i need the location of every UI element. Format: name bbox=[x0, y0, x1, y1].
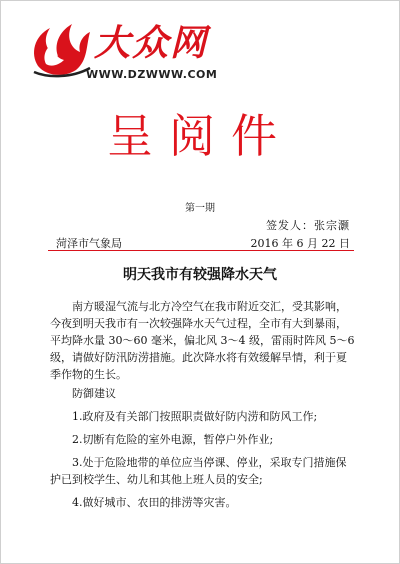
document-title: 明天我市有较强降水天气 bbox=[123, 267, 277, 283]
advice-item-2: 2.切断有危险的室外电源，暂停户外作业; bbox=[72, 433, 274, 446]
document-body bbox=[50, 298, 356, 511]
document-type-title: 呈阅件 bbox=[107, 109, 293, 163]
issue-number: 第一期 bbox=[185, 203, 215, 214]
issuing-organization: 菏泽市气象局 bbox=[56, 237, 122, 250]
advice-heading: 防御建议 bbox=[72, 387, 116, 400]
advice-item-3: 3.处于危险地带的单位应当停课、停业，采取专门措施保护已到校学生、幼儿和其他上班人员的安全; bbox=[50, 456, 347, 486]
advice-item-4: 4.做好城市、农田的排涝等灾害。 bbox=[72, 496, 237, 509]
logo-url: WWW.DZWWW.COM bbox=[86, 68, 218, 81]
issue-date: 2016 年 6 月 22 日 bbox=[250, 237, 350, 250]
advice-item-1: 1.政府及有关部门按照职责做好防内涝和防风工作; bbox=[72, 410, 318, 423]
signer: 签发人：张宗灏 bbox=[266, 219, 350, 232]
main-paragraph: 南方暖湿气流与北方冷空气在我市附近交汇，受其影响，今夜到明天我市有一次较强降水天气过程，全市有大到暴雨，平均降水量 30～60 毫米，偏北风 3～4 级，雷雨时阵风 5～6 级，请做好防汛防涝措施。此次降水将有效缓解旱情，利于夏季作物的生长。 bbox=[50, 300, 355, 381]
red-divider bbox=[48, 250, 354, 251]
site-logo bbox=[28, 18, 218, 88]
logo-name: 大众网 bbox=[94, 23, 209, 64]
